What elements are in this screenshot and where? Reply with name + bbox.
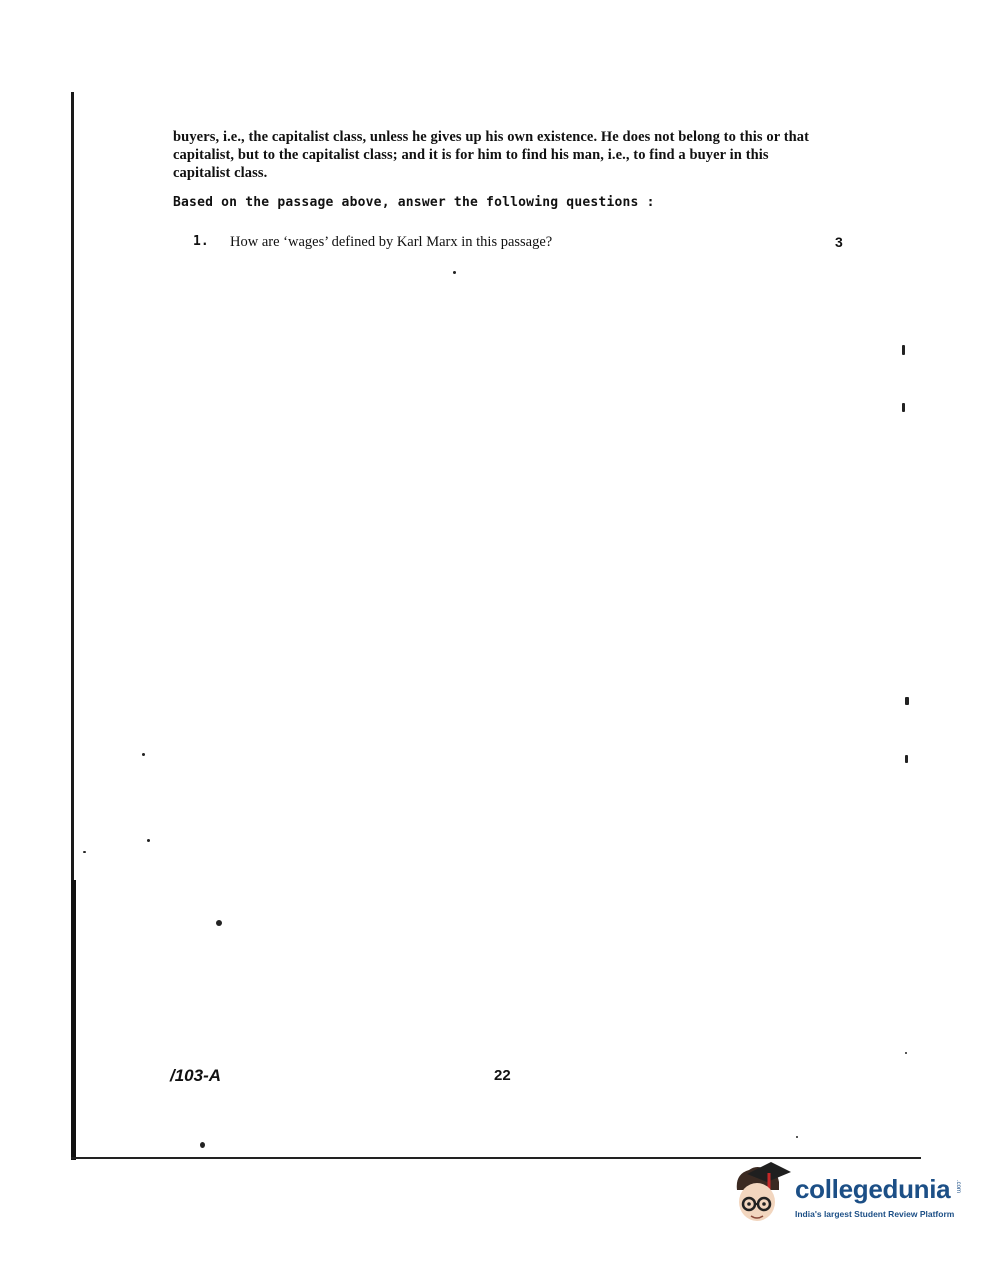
paper-code: /103-A xyxy=(170,1066,222,1085)
scan-speck xyxy=(200,1142,205,1148)
scan-speck xyxy=(83,851,86,853)
scan-speck xyxy=(142,753,145,756)
scan-speck xyxy=(905,1052,907,1054)
question-marks: 3 xyxy=(835,234,843,250)
scan-speck xyxy=(147,839,150,842)
scan-speck xyxy=(905,755,908,763)
passage-text: buyers, i.e., the capitalist class, unless he gives up his own existence. He does not belong to this or that capitalist, but to the capitalist class; and it is for him to find his man, i.e., to find a buyer in this capitalist class. xyxy=(173,129,810,181)
mascot-logo-icon xyxy=(733,1160,793,1228)
scan-speck xyxy=(902,345,905,355)
page-bottom-edge xyxy=(71,1157,921,1159)
scan-speck xyxy=(905,697,909,705)
page-number: 22 xyxy=(494,1067,511,1084)
page-left-edge-shadow xyxy=(71,880,76,1160)
brand-tagline: India's largest Student Review Platform xyxy=(795,1209,955,1219)
scan-speck xyxy=(796,1136,798,1138)
question-number: 1. xyxy=(193,234,209,249)
collegedunia-watermark xyxy=(733,1160,963,1230)
scan-speck xyxy=(453,271,456,274)
brand-suffix: .com xyxy=(955,1180,961,1194)
instruction-heading: Based on the passage above, answer the following questions : xyxy=(173,195,655,210)
question-text: How are ‘wages’ defined by Karl Marx in this passage? xyxy=(230,234,553,250)
scan-speck xyxy=(216,920,222,926)
brand-name: collegedunia xyxy=(795,1174,951,1204)
scan-speck xyxy=(902,403,905,412)
